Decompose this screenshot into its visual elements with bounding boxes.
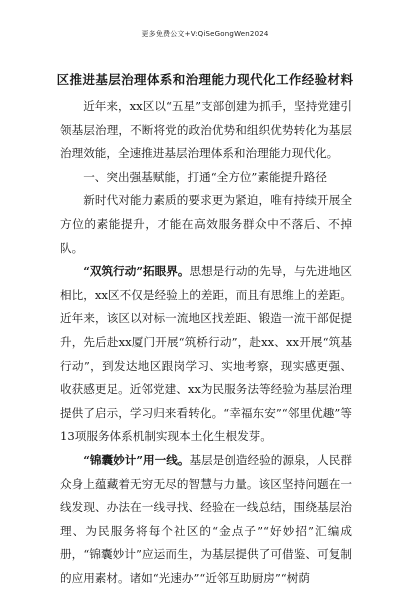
- header-note: 更多免费公文+V:QiSeGongWen2024: [141, 30, 269, 38]
- paragraph-dual-action-body: 思想是行动的先导，与先进地区相比，xx区不仅是经验上的差距，而且有思维上的差距。近年来，该区以对标一流地区找差距、锻造一流干部促提升，先后赴xx厦门开展“筑桥行动”，赴xx、xx开展“筑基行动”，到发达地区跟岗学习、实地考察，现实感更强、收获感更足。近邻党建、xx为民服务法等经验为基层治理提供了启示，学习归来看转化。“幸福东安”“邻里优趣”等13项服务体系机制实现本土化生根发芽。: [60, 264, 352, 444]
- document-body: [60, 95, 352, 590]
- paragraph-strategy-kit: [60, 449, 352, 590]
- section-heading-1: 一、突出强基赋能，打通“全方位”素能提升路径: [83, 169, 327, 184]
- paragraph-dual-action-lead: “双筑行动”拓眼界。: [83, 264, 190, 279]
- paragraph-section-1-intro: 新时代对能力素质的要求更为紧迫，唯有持续开展全方位的素能提升，才能在高效服务群众中不落后、不掉队。: [60, 193, 352, 255]
- paragraph-strategy-kit-body: 基层是创造经验的源泉，人民群众身上蕴藏着无穷无尽的智慧与力量。该区坚持问题在一线发现、办法在一线寻找、经验在一线总结，围绕基层治理、为民服务将每个社区的“金点子”“好妙招”汇编成册，“锦囊妙计”应运而生，为基层提供了可借鉴、可复制的应用素材。诸如“光速办”“近邻互助厨房”“树荫: [60, 452, 352, 585]
- paragraph-intro: 近年来，xx区以“五星”支部创建为抓手，坚持党建引领基层治理，不断将党的政治优势和组织优势转化为基层治理效能，全速推进基层治理体系和治理能力现代化。: [60, 99, 352, 161]
- document-title: 区推进基层治理体系和治理能力现代化工作经验材料: [56, 72, 354, 87]
- paragraph-dual-action: [60, 260, 352, 449]
- paragraph-strategy-kit-lead: “锦囊妙计”用一线。: [83, 452, 190, 467]
